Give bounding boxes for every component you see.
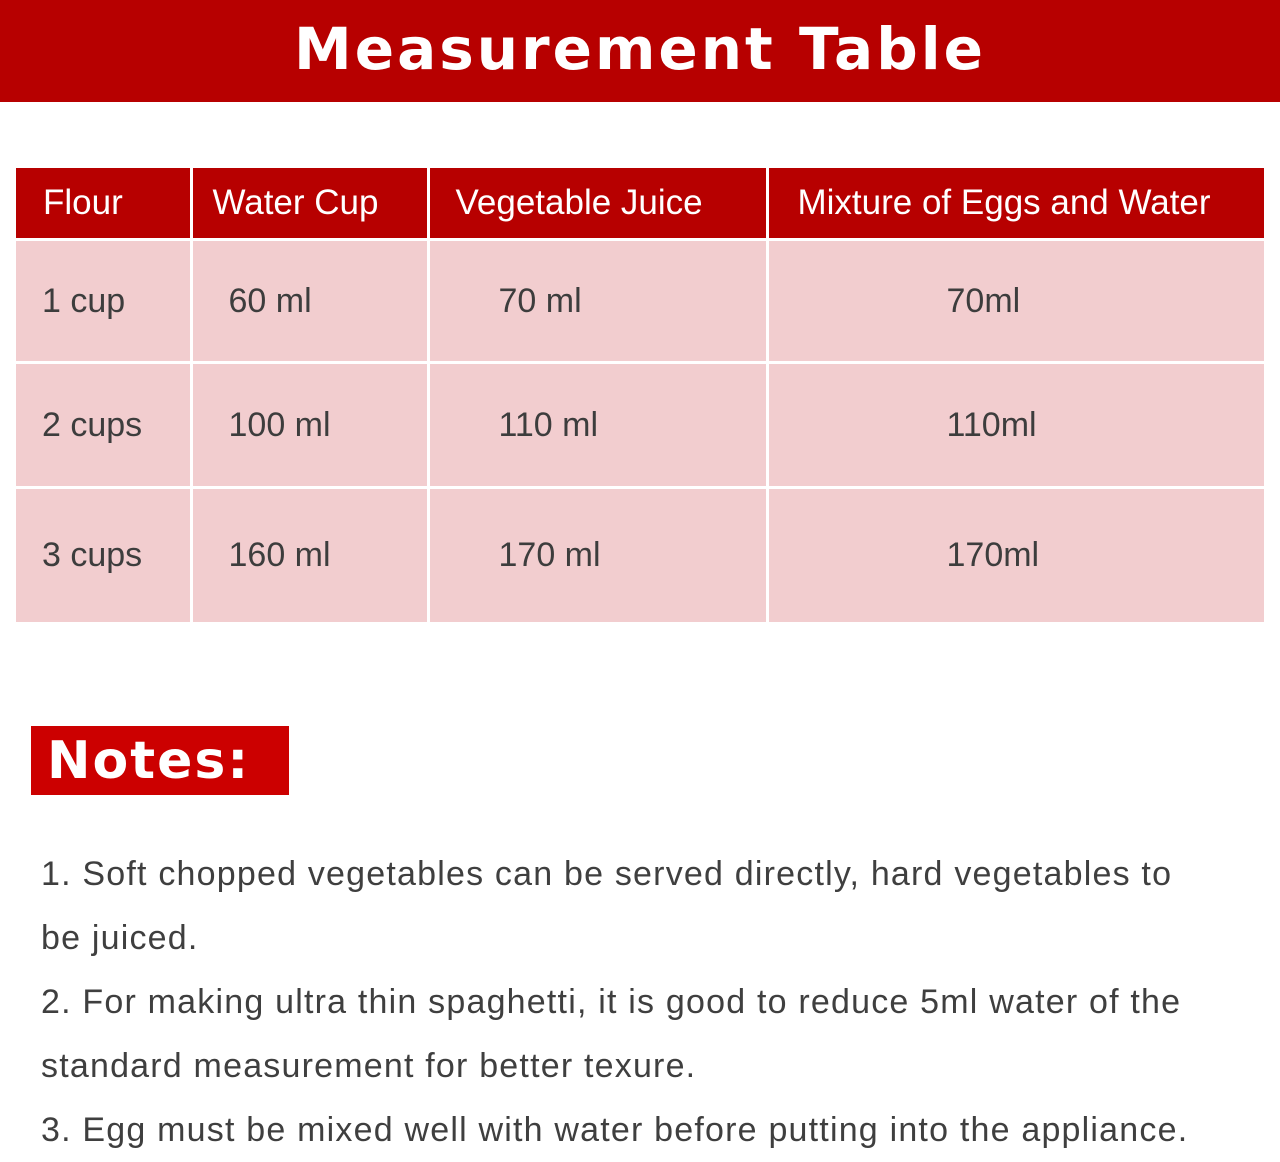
cell-eggs-water-mixture: 170ml [767,488,1264,623]
cell-eggs-water-mixture: 110ml [767,363,1264,488]
table-row [16,488,1264,623]
header-eggs-water-mixture: Mixture of Eggs and Water [767,168,1264,240]
header-vegetable-juice: Vegetable Juice [428,168,767,240]
header-water-cup: Water Cup [191,168,428,240]
cell-vegetable-juice: 110 ml [428,363,767,488]
page-title: Measurement Table [294,15,986,83]
cell-flour: 2 cups [16,363,191,488]
header-flour: Flour [16,168,191,240]
title-banner [0,0,1280,102]
cell-water-cup: 60 ml [191,240,428,363]
notes-heading: Notes: [47,730,251,791]
cell-water-cup: 100 ml [191,363,428,488]
note-line: 3. Egg must be mixed well with water before putting into the appliance. [41,1111,1189,1149]
cell-vegetable-juice: 70 ml [428,240,767,363]
measurement-table [16,168,1264,622]
note-line: 1. Soft chopped vegetables can be served directly, hard vegetables to [41,855,1173,893]
cell-flour: 3 cups [16,488,191,623]
note-line: be juiced. [41,919,199,957]
cell-water-cup: 160 ml [191,488,428,623]
table-header-row [16,168,1264,240]
note-line: standard measurement for better texure. [41,1047,697,1085]
notes-list [41,842,1251,1162]
cell-flour: 1 cup [16,240,191,363]
table-row [16,240,1264,363]
cell-vegetable-juice: 170 ml [428,488,767,623]
notes-heading-badge [31,726,289,795]
table-row [16,363,1264,488]
note-line: 2. For making ultra thin spaghetti, it is good to reduce 5ml water of the [41,983,1182,1021]
cell-eggs-water-mixture: 70ml [767,240,1264,363]
